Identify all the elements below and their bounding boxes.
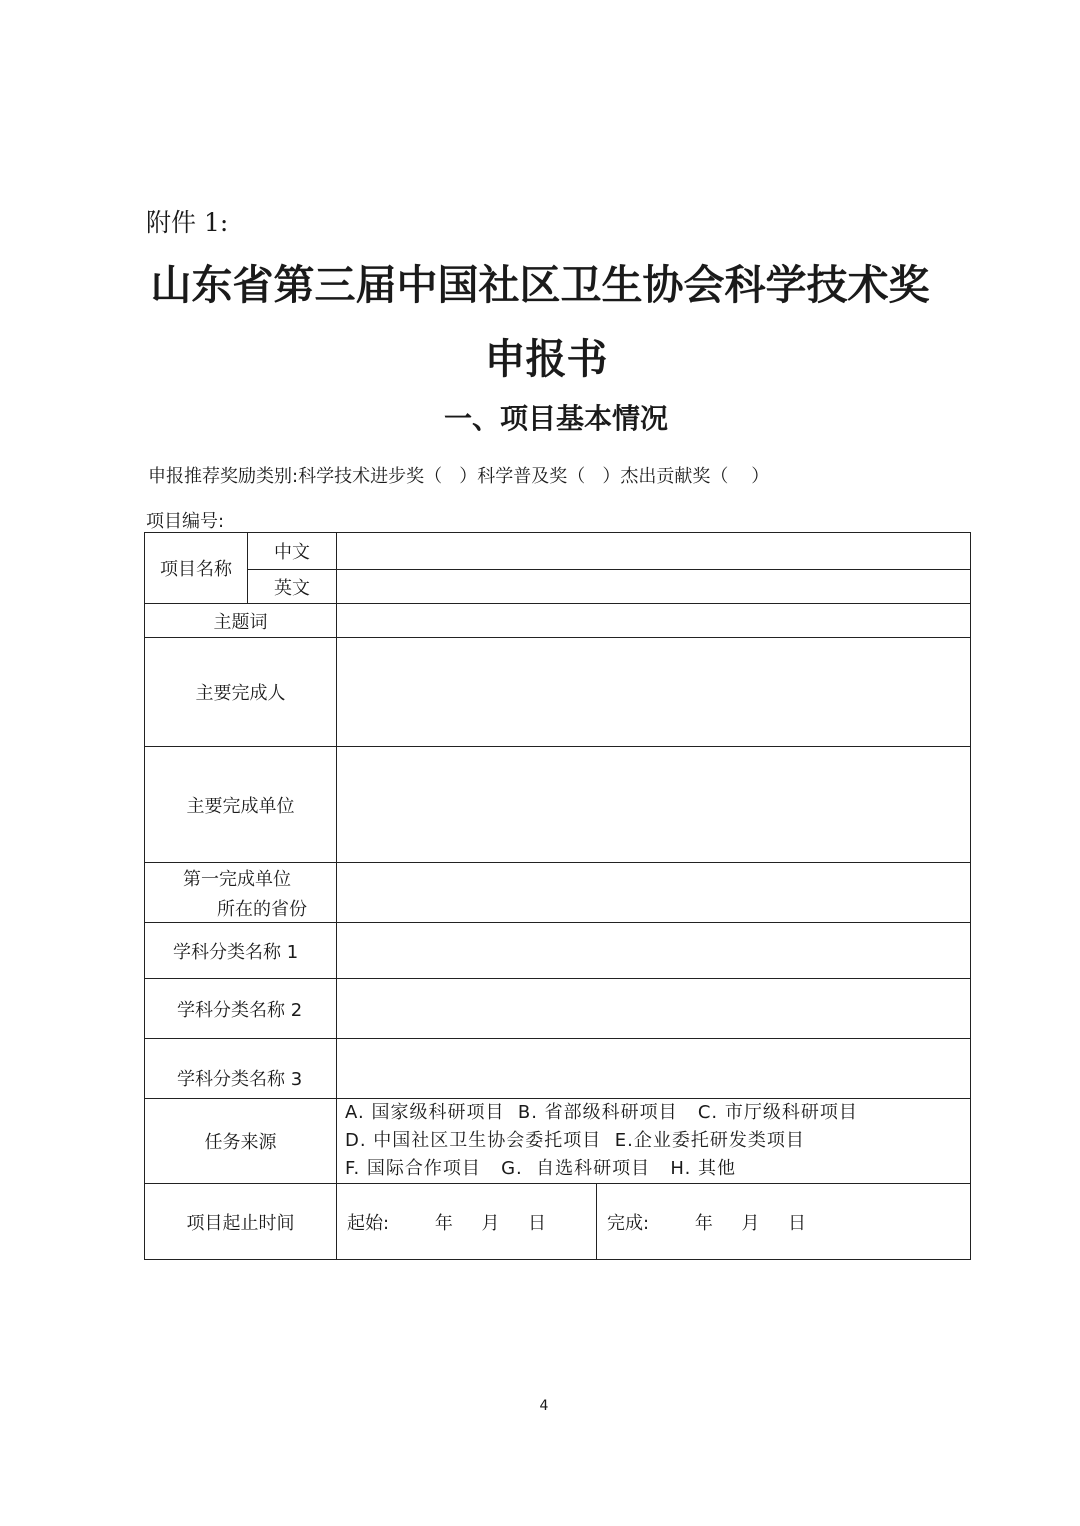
project-name-label: 项目名称 (145, 533, 248, 604)
page-number: 4 (539, 1398, 549, 1414)
subject-1-label-cell (145, 923, 337, 979)
task-option-line: F. 国际合作项目 G. 自选科研项目 H. 其他 (345, 1158, 737, 1179)
first-unit-province-field[interactable] (337, 863, 971, 923)
award-category-line: 申报推荐奖励类别:科学技术进步奖（ ）科学普及奖（ ）杰出贡献奖（ ） (148, 466, 770, 487)
keywords-label: 主题词 (145, 604, 337, 638)
attachment-label: 附件 1: (146, 208, 229, 237)
subject-2-label-cell (145, 979, 337, 1039)
finish-date-field[interactable]: 完成: 年 月 日 (597, 1184, 971, 1260)
section-title: 一、项目基本情况 (443, 402, 668, 435)
subject-3-label-cell (145, 1039, 337, 1099)
first-unit-label-line2: 所在的省份 (217, 898, 307, 920)
keywords-field[interactable] (337, 604, 971, 638)
first-unit-province-label (145, 863, 337, 923)
project-number-label: 项目编号: (146, 511, 225, 532)
task-source-options[interactable] (337, 1099, 971, 1184)
chinese-name-field[interactable] (337, 533, 971, 570)
subject-3-label: 学科分类名称 3 (177, 1068, 303, 1090)
subject-1-field[interactable] (337, 923, 971, 979)
english-name-label: 英文 (248, 570, 337, 604)
project-period-label: 项目起止时间 (145, 1184, 337, 1260)
subject-3-field[interactable] (337, 1039, 971, 1099)
english-name-field[interactable] (337, 570, 971, 604)
subject-2-field[interactable] (337, 979, 971, 1039)
first-unit-label-line1: 第一完成单位 (183, 868, 291, 890)
document-title: 山东省第三届中国社区卫生协会科学技术奖 (150, 261, 930, 309)
subject-2-label: 学科分类名称 2 (177, 999, 303, 1021)
subject-1-label: 学科分类名称 1 (173, 941, 299, 963)
main-units-field[interactable] (337, 747, 971, 863)
application-form-table (144, 532, 971, 1260)
chinese-name-label: 中文 (248, 533, 337, 570)
start-date-field[interactable]: 起始: 年 月 日 (337, 1184, 597, 1260)
task-source-label: 任务来源 (145, 1099, 337, 1184)
task-option-line: D. 中国社区卫生协会委托项目 E.企业委托研发类项目 (345, 1130, 805, 1151)
main-units-label: 主要完成单位 (145, 747, 337, 863)
document-subtitle: 申报书 (484, 335, 608, 383)
main-contributors-label: 主要完成人 (145, 638, 337, 747)
task-option-line: A. 国家级科研项目 B. 省部级科研项目 C. 市厅级科研项目 (345, 1102, 858, 1123)
main-contributors-field[interactable] (337, 638, 971, 747)
